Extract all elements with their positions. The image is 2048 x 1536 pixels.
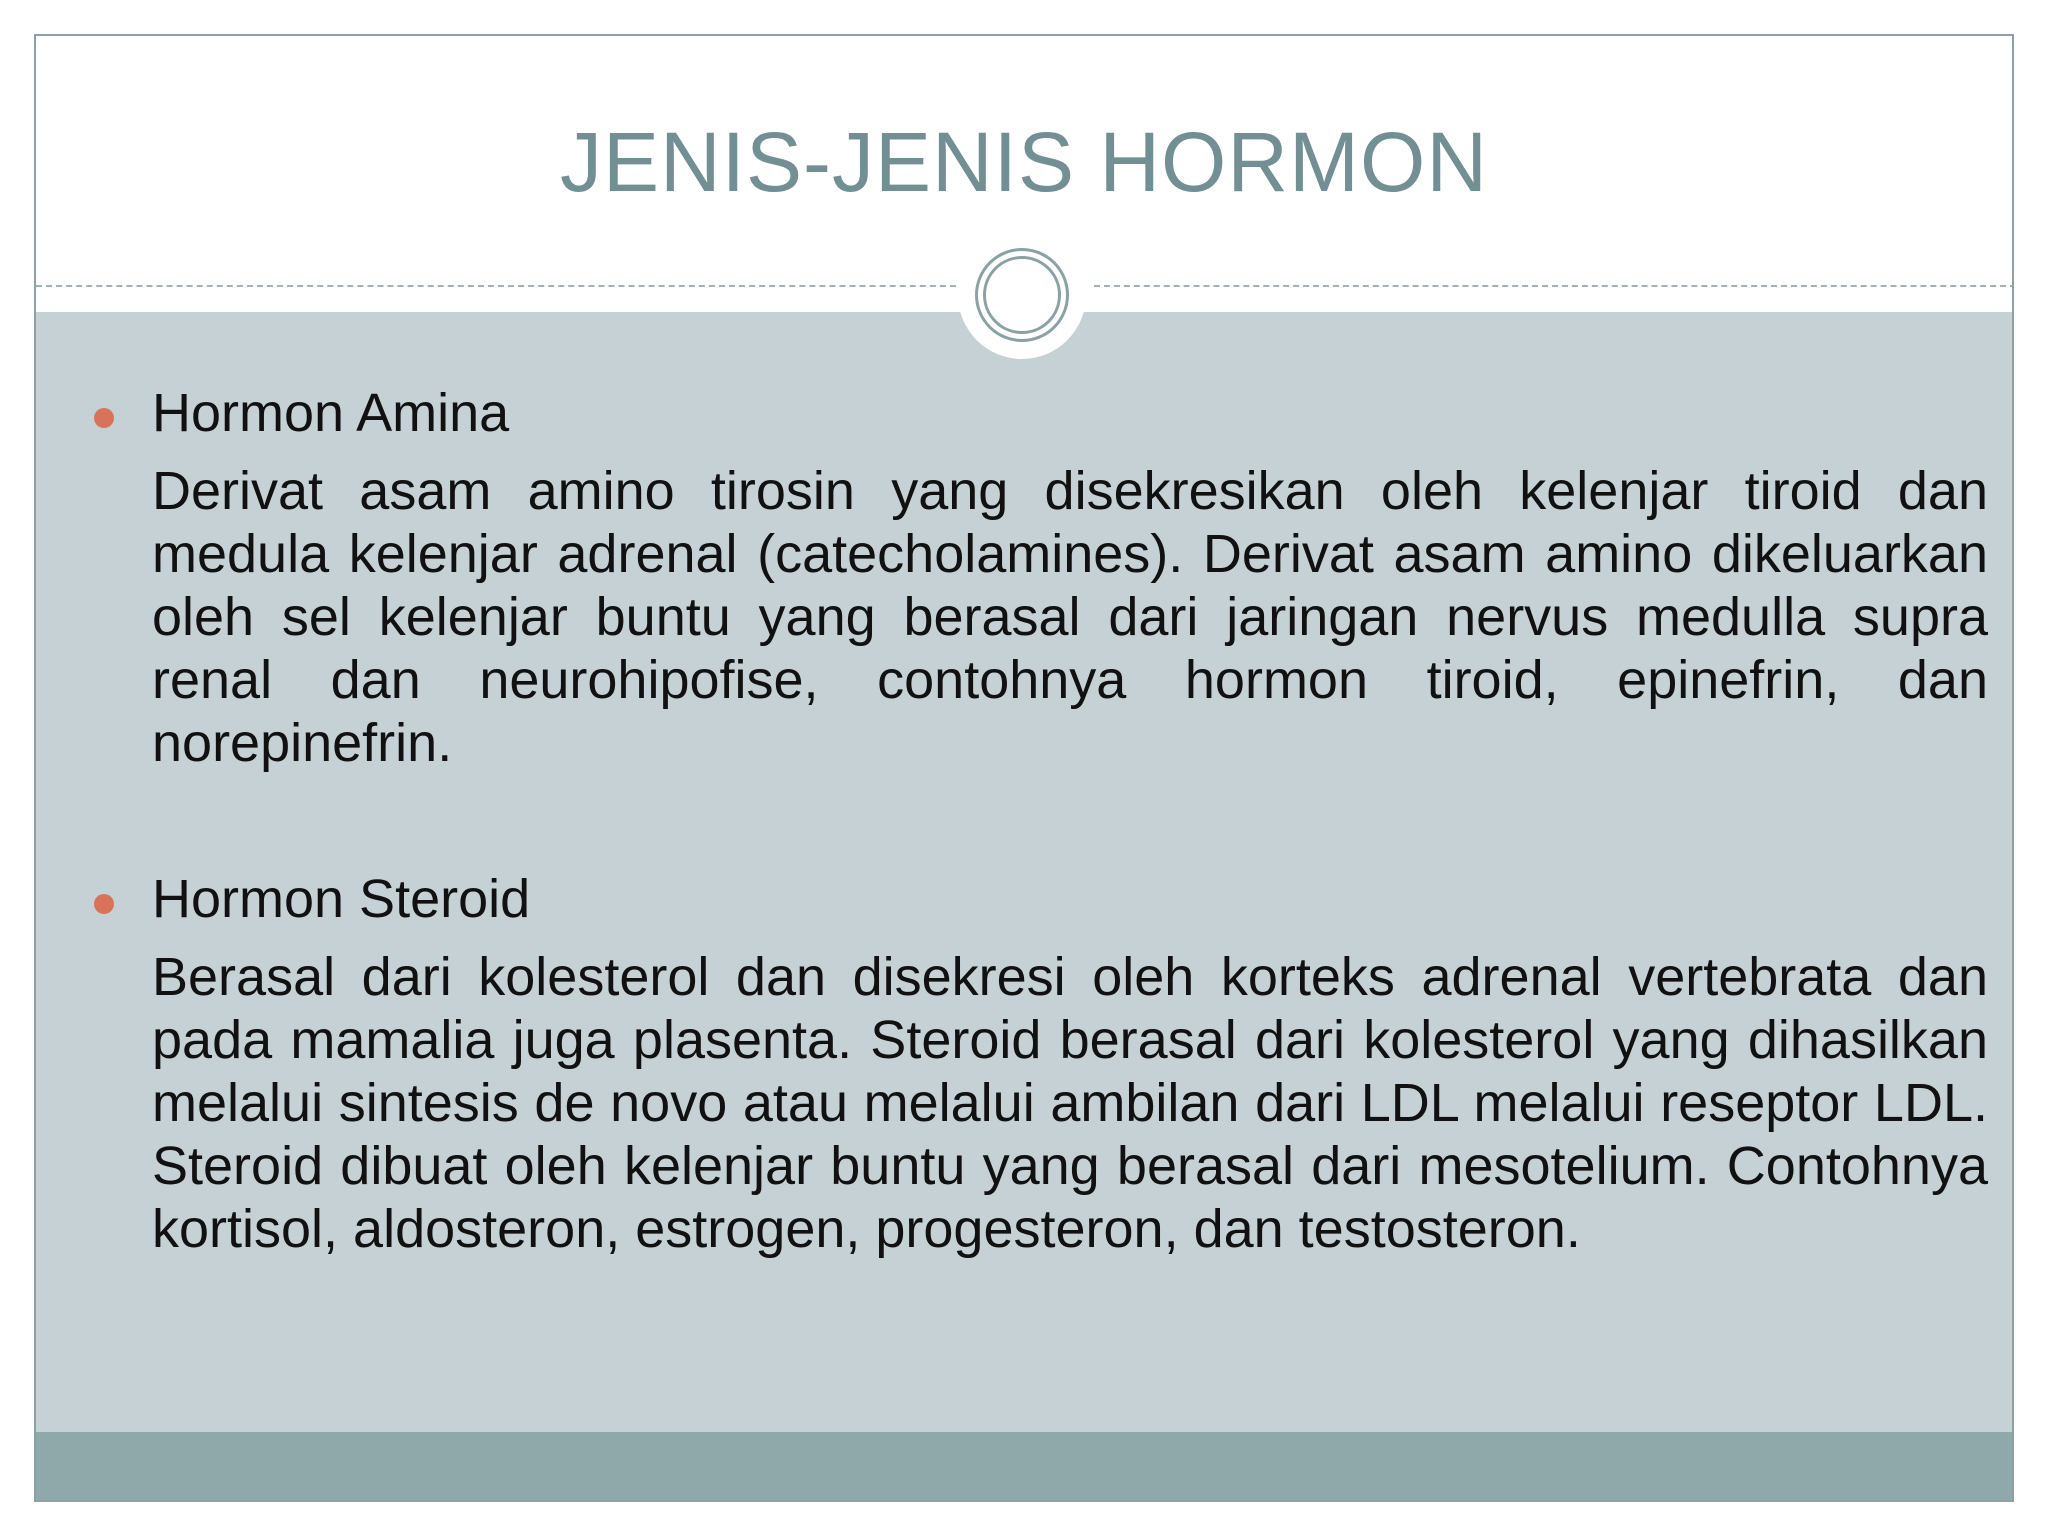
bullet-heading: Hormon Amina [152,383,510,443]
slide-title: JENIS-JENIS HORMON [559,115,1489,209]
title-divider-left [36,285,966,287]
footer-band [36,1432,2012,1502]
bullet-body-text: Derivat asam amino tirosin yang disekresikan oleh kelenjar tiroid dan medula kelenjar adrenal (catecholamines). Derivat asam amino dikeluarkan oleh sel kelenjar buntu yang berasal dari jaringan nervus medulla supra renal dan neurohipofise, contohnya hormon tiroid, epinefrin, dan norepinefrin. [152,461,1988,773]
bullet-heading: Hormon Steroid [152,869,531,929]
bullet-dot-icon [94,894,114,914]
content-area [36,312,2012,1432]
slide [34,34,2014,1502]
title-divider-right [1094,285,2014,287]
bullet-dot-icon [94,408,114,428]
bullet-body-text: Berasal dari kolesterol dan disekresi oleh korteks adrenal vertebrata dan pada mamalia juga plasenta. Steroid berasal dari kolesterol yang dihasilkan melalui sintesis de novo atau melalui ambilan dari LDL melalui reseptor LDL. Steroid dibuat oleh kelenjar buntu yang berasal dari mesotelium. Contohnya kortisol, aldosteron, estrogen, progesteron, dan testosteron. [152,947,1988,1259]
divider-inner-circle-icon [983,256,1061,334]
